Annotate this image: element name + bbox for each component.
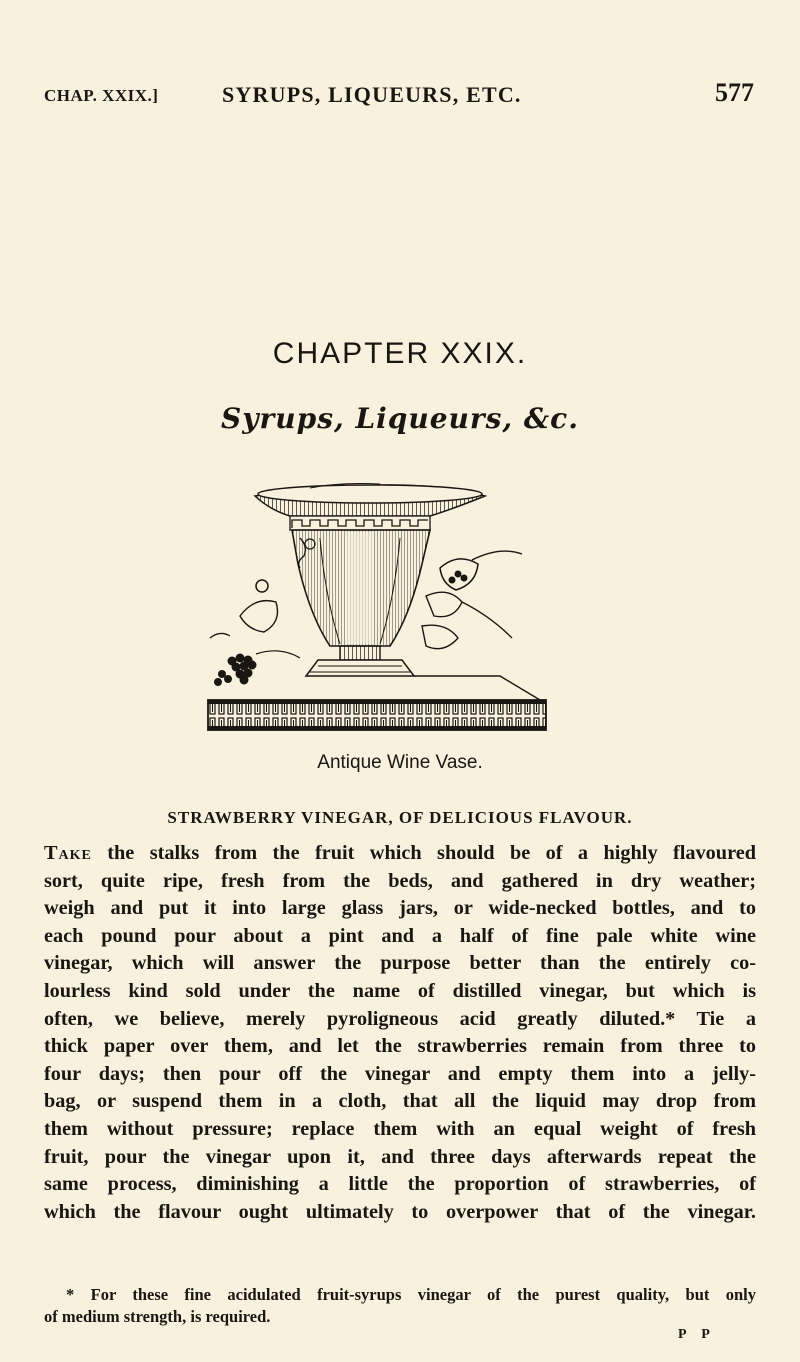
body-line: lourless kind sold under the name of distilled vinegar, but which is bbox=[44, 979, 756, 1002]
footnote bbox=[44, 1284, 756, 1328]
running-head bbox=[44, 78, 754, 112]
body-line: often, we believe, merely pyroligneous acid greatly diluted.* Tie a bbox=[44, 1007, 756, 1030]
body-line: which the flavour ought ultimately to overpower that of the vinegar. bbox=[44, 1200, 756, 1223]
body-line: thick paper over them, and let the strawberries remain from three to bbox=[44, 1035, 756, 1058]
chapter-reference: CHAP. XXIX.] bbox=[44, 86, 159, 105]
signature-mark: P P bbox=[678, 1327, 716, 1342]
section-title: SYRUPS, LIQUEURS, ETC. bbox=[222, 82, 522, 107]
chapter-title: CHAPTER XXIX. bbox=[272, 337, 528, 370]
chapter-subtitle: Syrups, Liqueurs, &c. bbox=[221, 402, 579, 435]
recipe-heading: STRAWBERRY VINEGAR, OF DELICIOUS FLAVOUR. bbox=[167, 808, 633, 827]
footnote-line: of medium strength, is required. bbox=[44, 1307, 271, 1326]
body-line: bag, or suspend them in a cloth, that all the liquid may drop from bbox=[44, 1090, 756, 1113]
recipe-body bbox=[44, 840, 756, 1226]
body-line: four days; then pour off the vinegar and empty them into a jelly- bbox=[44, 1062, 756, 1085]
figure-caption: Antique Wine Vase. bbox=[317, 752, 483, 773]
wine-vase-illustration bbox=[200, 476, 620, 738]
footnote-line: * For these fine acidulated fruit-syrups vinegar of the purest quality, but only bbox=[66, 1285, 756, 1304]
body-line: vinegar, which will answer the purpose better than the entirely co- bbox=[44, 952, 756, 975]
body-line: same process, diminishing a little the proportion of strawberries, of bbox=[44, 1173, 756, 1196]
vase-engraving bbox=[200, 476, 620, 738]
body-line: fruit, pour the vinegar upon it, and three days afterwards repeat the bbox=[44, 1145, 756, 1168]
body-line: Take the stalks from the fruit which should be of a highly flavoured bbox=[44, 842, 756, 864]
recipe-first-word: Take bbox=[44, 842, 92, 864]
body-line: each pound pour about a pint and a half of fine pale white wine bbox=[44, 924, 756, 947]
body-line: sort, quite ripe, fresh from the beds, and gathered in dry weather; bbox=[44, 869, 756, 892]
body-line: weigh and put it into large glass jars, or wide-necked bottles, and to bbox=[44, 897, 756, 920]
page-number: 577 bbox=[715, 78, 754, 107]
body-line: them without pressure; replace them with an equal weight of fresh bbox=[44, 1117, 756, 1140]
